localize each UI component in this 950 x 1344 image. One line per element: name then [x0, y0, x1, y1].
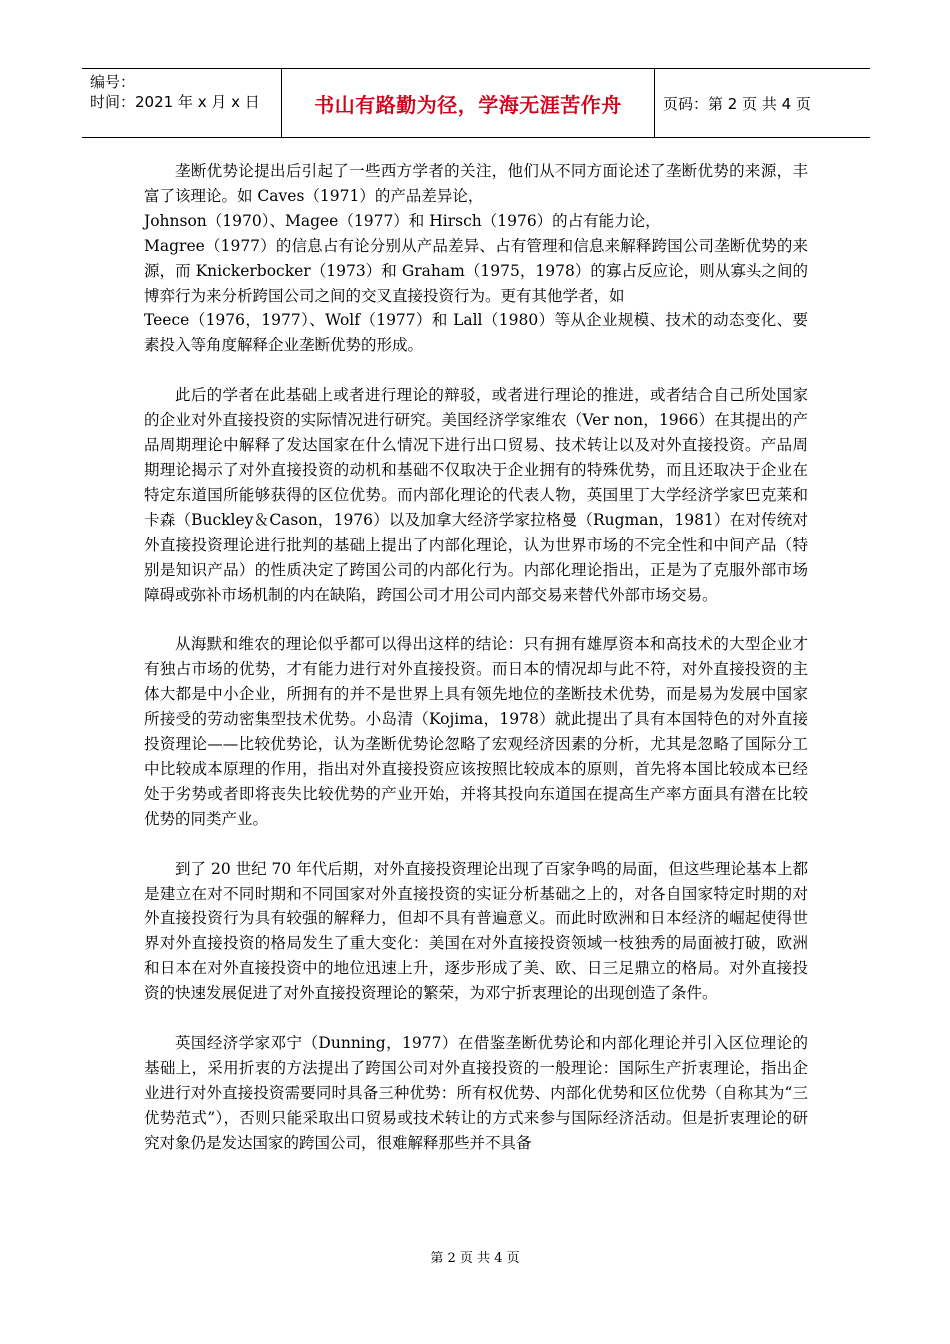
doc-number-label: 编号： — [90, 73, 136, 91]
page-footer: 第 2 页 共 4 页 — [430, 1251, 520, 1266]
doc-date-label: 时间：2021 年 x 月 x 日 — [90, 93, 260, 111]
paragraph-3: 从海默和维农的理论似乎都可以得出这样的结论：只有拥有雄厚资本和高技术的大型企业才有独占市场的优势，才有能力进行对外直接投资。而日本的情况却与此不符，对外直接投资的主体大都是中小企业，所拥有的并不是世界上具有领先地位的垄断技术优势，而是易为发展中国家所接受的劳动密集型技术优势。小岛清（Kojima，1978）就此提出了具有本国特色的对外直接投资理论——比较优势论，认为垄断优势论忽略了宏观经济因素的分析，尤其是忽略了国际分工中比较成本原理的作用，指出对外直接投资应该按照比较成本的原则，首先将本国比较成本已经处于劣势或者即将丧失比较优势的产业开始，并将其投向东道国在提高生产率方面具有潜在比较优势的同类产业。 — [144, 635, 808, 828]
document-body — [144, 159, 808, 1181]
header-page-number: 页码：第 2 页 共 4 页 — [663, 94, 811, 113]
paragraph-5: 英国经济学家邓宁（Dunning，1977）在借鉴垄断优势论和内部化理论并引入区位理论的基础上，采用折衷的方法提出了跨国公司对外直接投资的一般理论：国际生产折衷理论，指出企业进行对外直接投资需要同时具备三种优势：所有权优势、内部化优势和区位优势（自称其为“三优势范式”），否则只能采取出口贸易或技术转让的方式来参与国际经济活动。但是折衷理论的研究对象仍是发达国家的跨国公司，很难解释那些并不具备 — [144, 1034, 808, 1152]
paragraph-4: 到了 20 世纪 70 年代后期，对外直接投资理论出现了百家争鸣的局面，但这些理论基本上都是建立在对不同时期和不同国家对外直接投资的实证分析基础之上的，对各自国家特定时期的对外直接投资行为具有较强的解释力，但却不具有普遍意义。而此时欧洲和日本经济的崛起使得世界对外直接投资的格局发生了重大变化：美国在对外直接投资领域一枝独秀的局面被打破，欧洲和日本在对外直接投资中的地位迅速上升，逐步形成了美、欧、日三足鼎立的格局。对外直接投资的快速发展促进了对外直接投资理论的繁荣，为邓宁折衷理论的出现创造了条件。 — [144, 859, 808, 1003]
paragraph-1: 垄断优势论提出后引起了一些西方学者的关注，他们从不同方面论述了垄断优势的来源，丰富了该理论。如 Caves（1971）的产品差异论， Johnson（1970）、Magee（1977）和 Hirsch（1976）的占有能力论， Magree（1977）的信息占有论分别从产品差异、占有管理和信息来解释跨国公司垄断优势的来源，而 Knickerbocker（1973）和 Graham（1975，1978）的寡占反应论，则从寡头之间的博弈行为来分析跨国公司之间的交叉直接投资行为。更有其他学者，如 Teece（1976，1977）、Wolf（1977）和 Lall（1980）等从企业规模、技术的动态变化、要素投入等角度解释企业垄断优势的形成。 — [144, 162, 808, 355]
paragraph-2: 此后的学者在此基础上或者进行理论的辩驳，或者进行理论的推进，或者结合自己所处国家的企业对外直接投资的实际情况进行研究。美国经济学家维农（Ver non，1966）在其提出的产品周期理论中解释了发达国家在什么情况下进行出口贸易、技术转让以及对外直接投资。产品周期理论揭示了对外直接投资的动机和基础不仅取决于企业拥有的特殊优势，而且还取决于企业在特定东道国所能够获得的区位优势。而内部化理论的代表人物，英国里丁大学经济学家巴克莱和卡森（Buckley＆Cason，1976）以及加拿大经济学家拉格曼（Rugman，1981）在对传统对外直接投资理论进行批判的基础上提出了内部化理论，认为世界市场的不完全性和中间产品（特别是知识产品）的性质决定了跨国公司的内部化行为。内部化理论指出，正是为了克服外部市场障碍或弥补市场机制的内在缺陷，跨国公司才用公司内部交易来替代外部市场交易。 — [144, 386, 808, 604]
header-meta — [82, 69, 282, 137]
header-motto: 书山有路勤为径，学海无涯苦作舟 — [314, 92, 622, 117]
page-header — [82, 68, 870, 138]
header-motto-cell — [282, 69, 655, 137]
header-page-cell — [655, 69, 870, 137]
